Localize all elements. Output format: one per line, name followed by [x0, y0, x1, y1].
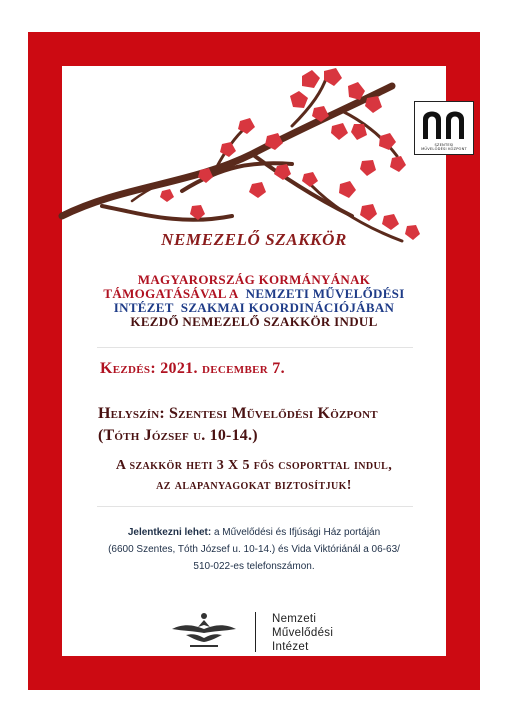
application-line-1: Jelentkezni lehet: a Művelődési és Ifjúsági Ház portáján — [127, 527, 381, 538]
lead-line-4: KEZDŐ NEMEZELŐ SZAKKÖR INDUL — [130, 314, 378, 329]
group-info — [62, 456, 446, 496]
lead-line-2: TÁMOGATÁSÁVAL A NEMZETI MŰVELŐDÉSI — [103, 286, 405, 301]
application-line-2: (6600 Szentes, Tóth József u. 10-14.) és Vida Viktóriánál a 06-63/ — [108, 544, 400, 555]
institute-line-2: Művelődési — [272, 627, 334, 639]
nemzeti-muvelodesi-intezet-logo — [272, 612, 333, 654]
group-info-line-1: A szakkör heti 3 X 5 fős csoporttal indul, — [115, 458, 393, 473]
logo-separator — [255, 612, 256, 652]
venue-line-2: (Tóth József u. 10-14.) — [98, 427, 258, 444]
logo-line-2: MŰVELŐDÉSI KÖZPONT — [421, 147, 467, 151]
group-info-line-2: az alapanyagokat biztosítjuk! — [156, 478, 352, 493]
application-line-3: 510-022-es telefonszámon. — [193, 561, 315, 572]
logo-caption — [415, 143, 473, 151]
logo-line-1: SZENTESI — [434, 143, 454, 147]
venue-line-1: Helyszín: Szentesi Művelődési Központ — [98, 405, 378, 422]
institute-line-1: Nemzeti — [272, 613, 317, 625]
folk-ornament-icon — [168, 611, 240, 649]
divider — [97, 347, 413, 348]
poster-title: NEMEZELŐ SZAKKÖR — [161, 230, 347, 249]
application-info — [72, 524, 436, 575]
arches-logo-icon — [415, 105, 472, 141]
lead-paragraph — [62, 273, 446, 329]
divider — [97, 506, 413, 507]
lead-line-3: INTÉZET SZAKMAI KOORDINÁCIÓJÁBAN — [113, 300, 395, 315]
start-date: Kezdés: 2021. december 7. — [100, 360, 285, 377]
lead-line-1: MAGYARORSZÁG KORMÁNYÁNAK — [137, 272, 371, 287]
szentesi-muvelodesi-kozpont-logo — [414, 101, 474, 155]
venue — [98, 403, 428, 447]
institute-line-3: Intézet — [272, 641, 309, 653]
